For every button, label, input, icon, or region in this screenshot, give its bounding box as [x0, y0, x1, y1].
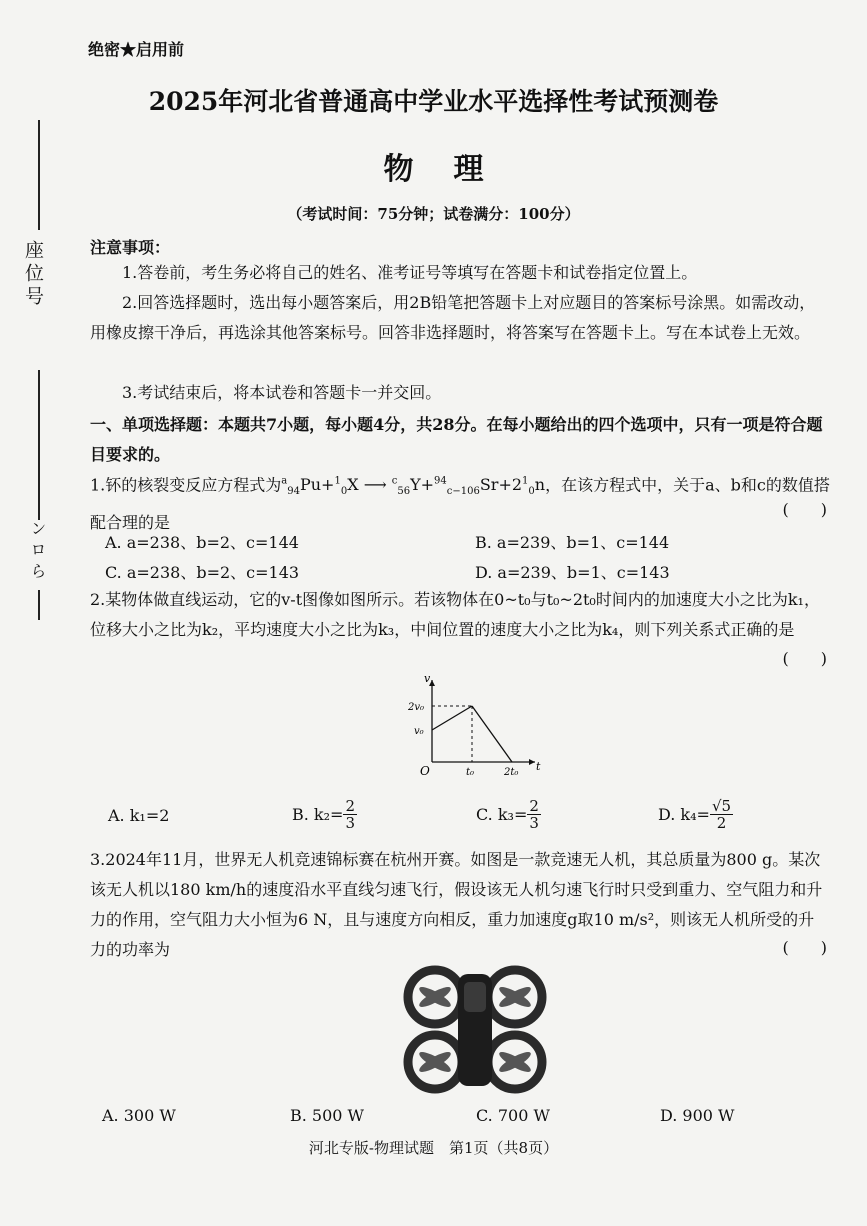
exam-title: 2025年河北省普通高中学业水平选择性考试预测卷	[148, 87, 719, 116]
question-3: 3.2024年11月，世界无人机竞速锦标赛在杭州开赛。如图是一款竞速无人机，其总质量为800 g。某次该无人机以180 km/h的速度沿水平直线匀速飞行，假设该无人机匀速飞行时只受到重力、空气阻力和升力的作用，空气阻力大小恒为6 N，且与速度方向相反，重力加速度g取10 m/s²，则该无人机所受的升力的功率为	[90, 850, 823, 959]
exam-info: （考试时间：75分钟；试卷满分：100分）	[287, 205, 580, 223]
q3-option-d: D. 900 W	[660, 1106, 735, 1125]
2v0-label: 2v₀	[408, 702, 425, 713]
notice-title: 注意事项：	[90, 238, 171, 257]
drone-camera	[464, 982, 486, 1012]
q2-option-c: C. k₃= $\frac{2}{3}$	[476, 797, 539, 832]
question-2: 2.某物体做直线运动，它的v-t图像如图所示。若该物体在0~t₀与t₀~2t₀时间内的加速度大小之比为k₁，位移大小之比为k₂，平均速度大小之比为k₃，中间位置的速度大小之比为k₄，则下列关系式正确的是	[90, 590, 820, 639]
q3-option-a: A. 300 W	[102, 1106, 176, 1125]
question-1	[90, 467, 830, 538]
q3-option-c: C. 700 W	[476, 1106, 550, 1125]
binding-line	[38, 590, 40, 620]
vt-graph	[400, 672, 545, 777]
sidebar-mark: ン ロ ら	[28, 520, 47, 579]
q2-option-d: D. k₄= $\frac{√5}{2}$	[658, 797, 732, 832]
origin-label: O	[420, 764, 430, 777]
2t0-label: 2t₀	[504, 767, 519, 777]
q1-equation: $^a_{94}$Pu+$^1_0$X ⟶ $^c_{56}Y+^{94}_{c-106}Sr+2^1_0n$	[281, 475, 546, 498]
q1-option-d: D. a=239、b=1、c=143	[475, 563, 670, 582]
q1-option-b: B. a=239、b=1、c=144	[475, 533, 670, 552]
v-label: v	[424, 672, 431, 685]
v0-label: v₀	[414, 726, 424, 737]
q2-answer-blank: ( )	[782, 649, 827, 668]
q2-option-b: B. k₂= $\frac{2}{3}$	[292, 797, 355, 832]
binding-line	[38, 370, 40, 520]
confidential-label: 绝密★启用前	[88, 40, 185, 59]
q1-option-c: C. a=238、b=2、c=143	[105, 563, 300, 582]
notice-item-2: 2.回答选择题时，选出每小题答案后，用2B铅笔把答题卡上对应题目的答案标号涂黑。如需改动，用橡皮擦干净后，再选涂其他答案标号。回答非选择题时，将答案写在答题卡上。写在本试卷上无效。	[90, 293, 816, 342]
q3-option-b: B. 500 W	[290, 1106, 364, 1125]
notice-item-3: 3.考试结束后，将本试卷和答题卡一并交回。	[122, 383, 442, 402]
graph-segment-2	[472, 706, 512, 762]
seat-number-label: 座位号	[22, 240, 44, 309]
notice-item-1: 1.答卷前，考生务必将自己的姓名、准考证号等填写在答题卡和试卷指定位置上。	[122, 263, 698, 282]
subject-title: 物理	[383, 152, 524, 187]
graph-segment-1	[432, 706, 472, 730]
section-heading: 一、单项选择题：本题共7小题，每小题4分，共28分。在每小题给出的四个选项中，只有一项是符合题目要求的。	[90, 415, 823, 464]
q1-stem-b: ，在该方程式中，关于a、b和c的数值搭配合理的是	[90, 475, 830, 532]
drone-image	[400, 962, 550, 1097]
page-footer: 河北专版-物理试题 第1页（共8页）	[308, 1139, 559, 1157]
q2-option-a: A. k₁=2	[108, 806, 170, 825]
q1-stem-a: 1.钚的核裂变反应方程式为	[90, 475, 282, 495]
q1-option-a: A. a=238、b=2、c=144	[105, 533, 299, 552]
q3-answer-blank: ( )	[782, 938, 827, 957]
t-label: t	[536, 760, 541, 773]
t0-label: t₀	[466, 767, 475, 777]
q1-answer-blank: ( )	[782, 500, 827, 519]
t-axis-arrow	[529, 759, 535, 765]
